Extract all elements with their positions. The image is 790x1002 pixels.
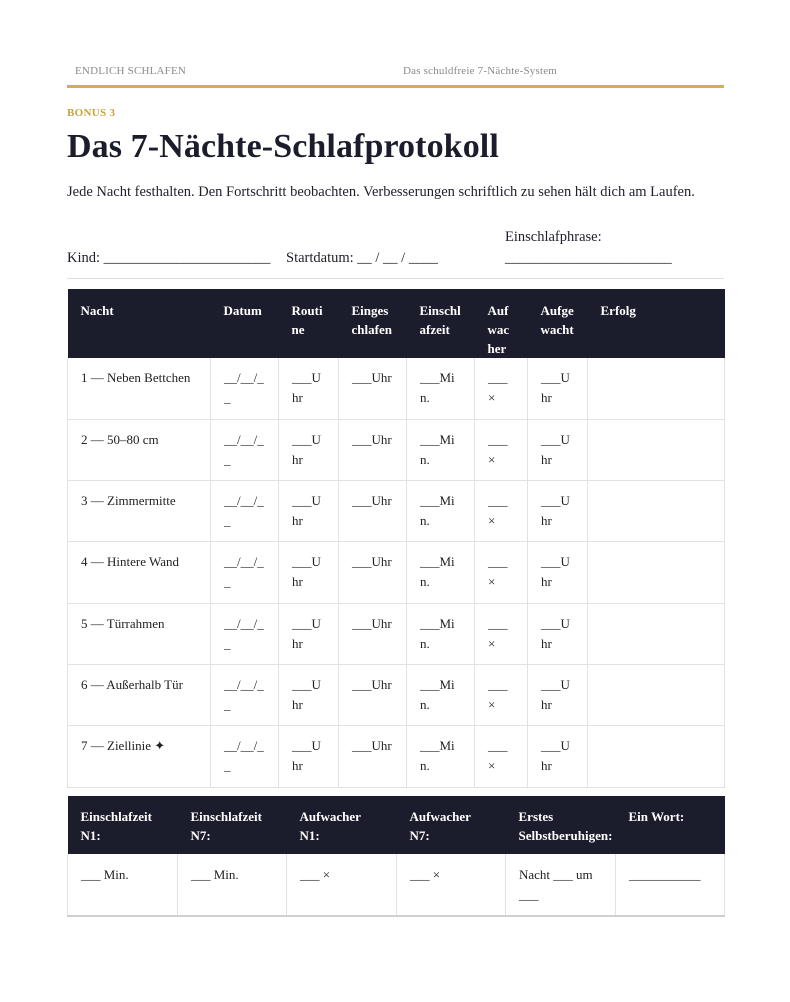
section-eyebrow: BONUS 3	[67, 107, 116, 119]
routine-cell[interactable]: ___Uhr	[279, 603, 339, 664]
log-header-row	[68, 289, 725, 358]
summary-wakeups-n1-field[interactable]: ___ ×	[287, 854, 397, 916]
sleep-log-table	[67, 289, 725, 788]
success-cell[interactable]	[588, 664, 725, 725]
fall-asleep-time-cell[interactable]: ___Min.	[407, 726, 475, 787]
col-header-nacht: Nacht	[68, 289, 211, 358]
success-cell[interactable]	[588, 603, 725, 664]
date-cell[interactable]: __/__/__	[211, 419, 279, 480]
child-name-field[interactable]: Kind: _______________________	[67, 250, 271, 266]
success-cell[interactable]	[588, 542, 725, 603]
asleep-cell[interactable]: ___Uhr	[339, 726, 407, 787]
night-label: 6 — Außerhalb Tür	[68, 664, 211, 725]
table-row	[68, 542, 725, 603]
summary-header-wakeups-n1: Aufwacher N1:	[287, 796, 397, 854]
date-cell[interactable]: __/__/__	[211, 481, 279, 542]
asleep-cell[interactable]: ___Uhr	[339, 664, 407, 725]
header-book-title: Das schuldfreie 7-Nächte-System	[403, 65, 558, 77]
routine-cell[interactable]: ___Uhr	[279, 542, 339, 603]
date-cell[interactable]: __/__/__	[211, 358, 279, 419]
table-row	[68, 419, 725, 480]
summary-fall-asleep-n7-field[interactable]: ___ Min.	[178, 854, 287, 916]
fall-asleep-time-cell[interactable]: ___Min.	[407, 358, 475, 419]
light-divider	[67, 278, 724, 279]
table-row	[68, 603, 725, 664]
asleep-cell[interactable]: ___Uhr	[339, 481, 407, 542]
summary-header-wakeups-n7: Aufwacher N7:	[397, 796, 506, 854]
night-label: 3 — Zimmermitte	[68, 481, 211, 542]
summary-table	[67, 796, 725, 917]
fall-asleep-time-cell[interactable]: ___Min.	[407, 481, 475, 542]
fall-asleep-time-cell[interactable]: ___Min.	[407, 603, 475, 664]
wakeups-cell[interactable]: ___ ×	[475, 358, 528, 419]
fall-asleep-time-cell[interactable]: ___Min.	[407, 542, 475, 603]
col-header-erfolg: Erfolg	[588, 289, 725, 358]
col-header-aufwacher: Aufwacher	[475, 289, 528, 358]
col-header-einschlafzeit: Einschlafzeit	[407, 289, 475, 358]
date-cell[interactable]: __/__/__	[211, 664, 279, 725]
summary-header-fall-asleep-n7: Einschlafzeit N7:	[178, 796, 287, 854]
woke-up-cell[interactable]: ___Uhr	[528, 358, 588, 419]
summary-one-word-field[interactable]: ___________	[616, 854, 725, 916]
wakeups-cell[interactable]: ___ ×	[475, 664, 528, 725]
date-cell[interactable]: __/__/__	[211, 542, 279, 603]
success-cell[interactable]	[588, 358, 725, 419]
table-row	[68, 358, 725, 419]
date-cell[interactable]: __/__/__	[211, 726, 279, 787]
gold-divider	[67, 85, 724, 88]
table-row	[68, 664, 725, 725]
night-label: 2 — 50–80 cm	[68, 419, 211, 480]
fall-asleep-time-cell[interactable]: ___Min.	[407, 664, 475, 725]
asleep-cell[interactable]: ___Uhr	[339, 542, 407, 603]
date-cell[interactable]: __/__/__	[211, 603, 279, 664]
col-header-eingeschlafen: Eingeschlafen	[339, 289, 407, 358]
routine-cell[interactable]: ___Uhr	[279, 664, 339, 725]
page-subtitle: Jede Nacht festhalten. Den Fortschritt beobachten. Verbesserungen schriftlich zu sehen hält dich am Laufen.	[67, 184, 695, 200]
woke-up-cell[interactable]: ___Uhr	[528, 726, 588, 787]
woke-up-cell[interactable]: ___Uhr	[528, 664, 588, 725]
start-date-field[interactable]: Startdatum: __ / __ / ____	[286, 250, 438, 266]
wakeups-cell[interactable]: ___ ×	[475, 603, 528, 664]
summary-header-fall-asleep-n1: Einschlafzeit N1:	[68, 796, 178, 854]
wakeups-cell[interactable]: ___ ×	[475, 542, 528, 603]
woke-up-cell[interactable]: ___Uhr	[528, 481, 588, 542]
page-title: Das 7-Nächte-Schlafprotokoll	[67, 128, 499, 165]
header-brand: ENDLICH SCHLAFEN	[75, 65, 187, 77]
summary-header-first-self-soothe: Erstes Selbstberuhigen:	[506, 796, 616, 854]
success-cell[interactable]	[588, 481, 725, 542]
running-header	[67, 64, 724, 86]
wakeups-cell[interactable]: ___ ×	[475, 726, 528, 787]
routine-cell[interactable]: ___Uhr	[279, 358, 339, 419]
table-row	[68, 481, 725, 542]
col-header-routine: Routine	[279, 289, 339, 358]
night-label: 4 — Hintere Wand	[68, 542, 211, 603]
summary-header-one-word: Ein Wort:	[616, 796, 725, 854]
fall-asleep-time-cell[interactable]: ___Min.	[407, 419, 475, 480]
wakeups-cell[interactable]: ___ ×	[475, 419, 528, 480]
table-row	[68, 726, 725, 787]
night-label: 1 — Neben Bettchen	[68, 358, 211, 419]
asleep-cell[interactable]: ___Uhr	[339, 358, 407, 419]
sleep-phrase-label: Einschlafphrase:	[505, 229, 602, 245]
summary-row	[68, 854, 725, 916]
wakeups-cell[interactable]: ___ ×	[475, 481, 528, 542]
summary-wakeups-n7-field[interactable]: ___ ×	[397, 854, 506, 916]
col-header-datum: Datum	[211, 289, 279, 358]
routine-cell[interactable]: ___Uhr	[279, 419, 339, 480]
night-label: 7 — Ziellinie ✦	[68, 726, 211, 787]
asleep-cell[interactable]: ___Uhr	[339, 603, 407, 664]
summary-header-row	[68, 796, 725, 854]
woke-up-cell[interactable]: ___Uhr	[528, 542, 588, 603]
sleep-phrase-field[interactable]: _______________________	[505, 250, 672, 266]
routine-cell[interactable]: ___Uhr	[279, 726, 339, 787]
woke-up-cell[interactable]: ___Uhr	[528, 419, 588, 480]
summary-fall-asleep-n1-field[interactable]: ___ Min.	[68, 854, 178, 916]
summary-first-self-soothe-field[interactable]: Nacht ___ um ___	[506, 854, 616, 916]
night-label: 5 — Türrahmen	[68, 603, 211, 664]
col-header-aufgewacht: Aufgewacht	[528, 289, 588, 358]
success-cell[interactable]	[588, 726, 725, 787]
routine-cell[interactable]: ___Uhr	[279, 481, 339, 542]
woke-up-cell[interactable]: ___Uhr	[528, 603, 588, 664]
asleep-cell[interactable]: ___Uhr	[339, 419, 407, 480]
success-cell[interactable]	[588, 419, 725, 480]
